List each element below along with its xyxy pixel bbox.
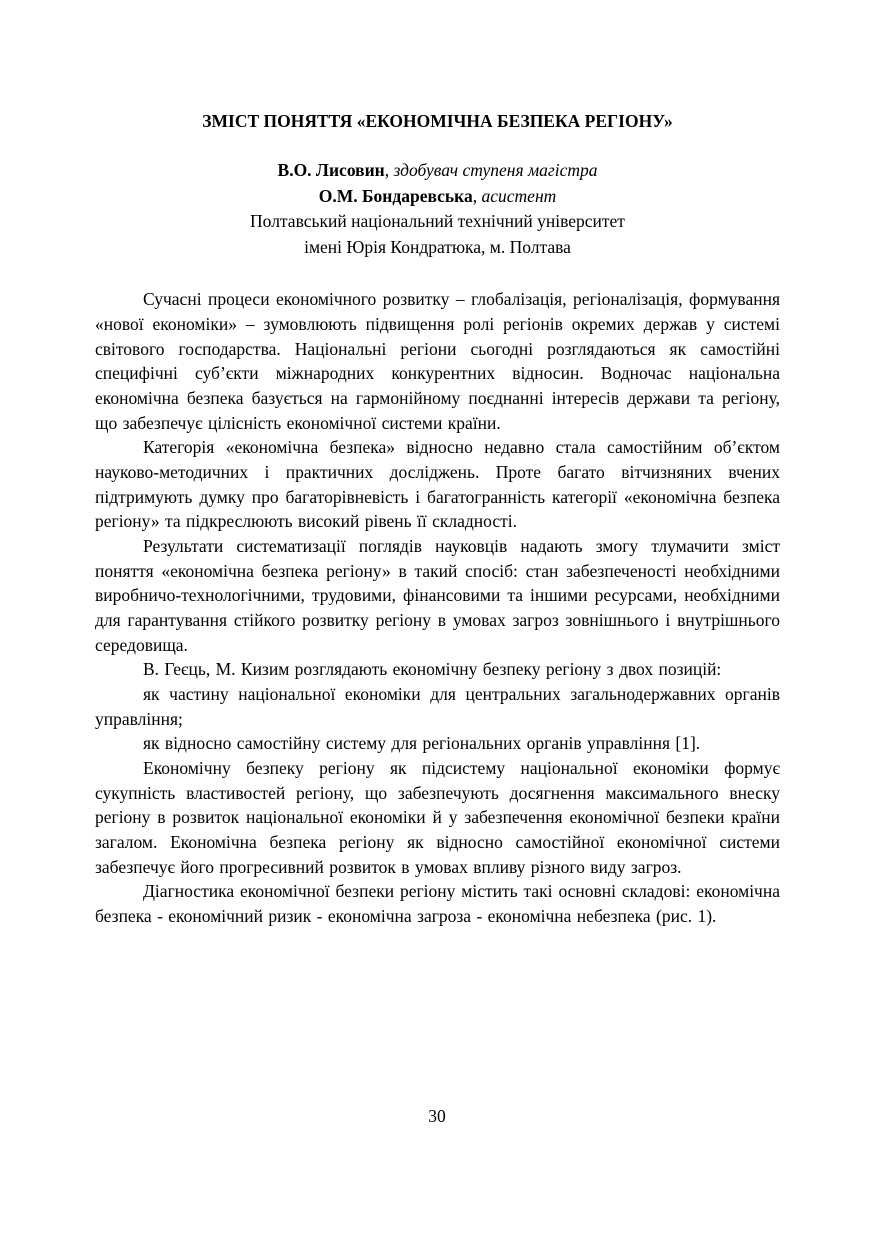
author-role: здобувач ступеня магістра xyxy=(393,159,598,180)
paragraph: як частину національної економіки для центральних загальнодержавних органів управління; xyxy=(95,683,780,729)
author-role: асистент xyxy=(481,185,557,206)
author-name: В.О. Лисовин xyxy=(277,159,385,180)
paragraph: Діагностика економічної безпеки регіону містить такі основні складові: економічна безпека - економічний ризик - економічна загроза - економічна небезпека (рис. 1). xyxy=(95,881,780,926)
paragraph: як відносно самостійну систему для регіональних органів управління [1]. xyxy=(143,733,701,754)
affiliation-line: імені Юрія Кондратюка, м. Полтава xyxy=(304,237,571,258)
paper-title: ЗМІСТ ПОНЯТТЯ «ЕКОНОМІЧНА БЕЗПЕКА РЕГІОНУ» xyxy=(202,111,673,131)
author-name: О.М. Бондаревська xyxy=(318,185,473,206)
page-number: 30 xyxy=(428,1106,446,1126)
author-separator: , xyxy=(384,159,394,180)
author-line xyxy=(95,158,780,184)
paragraph: Економічну безпеку регіону як підсистему національної економіки формує сукупність властивостей регіону, що забезпечують досягнення максимального внеску регіону в розвиток національної економіки й у забезпечення економічної безпеки країни загалом. Економічна безпека регіону як відносно самостійної економічної системи забезпечує його прогресивний розвиток в умовах впливу різного виду загроз. xyxy=(95,757,780,877)
paper-body xyxy=(95,287,780,928)
affiliation-line: Полтавський національний технічний університет xyxy=(250,211,625,232)
author-line xyxy=(95,184,780,210)
paragraph: В. Геєць, М. Кизим розглядають економічну безпеку регіону з двох позицій: xyxy=(143,659,722,680)
paragraph: Результати систематизації поглядів науковців надають змогу тлумачити зміст поняття «економічна безпека регіону» в такий спосіб: стан забезпеченості необхідними виробничо-технологічними, трудовими, фінансовими та іншими ресурсами, необхідними для гарантування стійкого розвитку регіону в умовах загроз зовнішнього і внутрішнього середовища. xyxy=(95,535,780,655)
paragraph: Категорія «економічна безпека» відносно недавно стала самостійним об’єктом науково-методичних і практичних досліджень. Проте багато вітчизняних вчених підтримують думку про багаторівневість і багатогранність категорії «економічна безпека регіону» та підкреслюють високий рівень її складності. xyxy=(95,437,780,532)
author-separator: , xyxy=(472,185,482,206)
paragraph: Сучасні процеси економічного розвитку – глобалізація, регіоналізація, формування «нової економіки» – зумовлюють підвищення ролі регіонів окремих держав у системі світового господарства. Національні регіони сьогодні розглядаються як самостійні специфічні суб’єкти міжнародних конкурентних відносин. Водночас національна економічна безпека базується на гармонійному поєднанні інтересів держави та регіону, що забезпечує цілісність економічної системи країни. xyxy=(95,289,780,433)
author-block xyxy=(95,158,780,262)
